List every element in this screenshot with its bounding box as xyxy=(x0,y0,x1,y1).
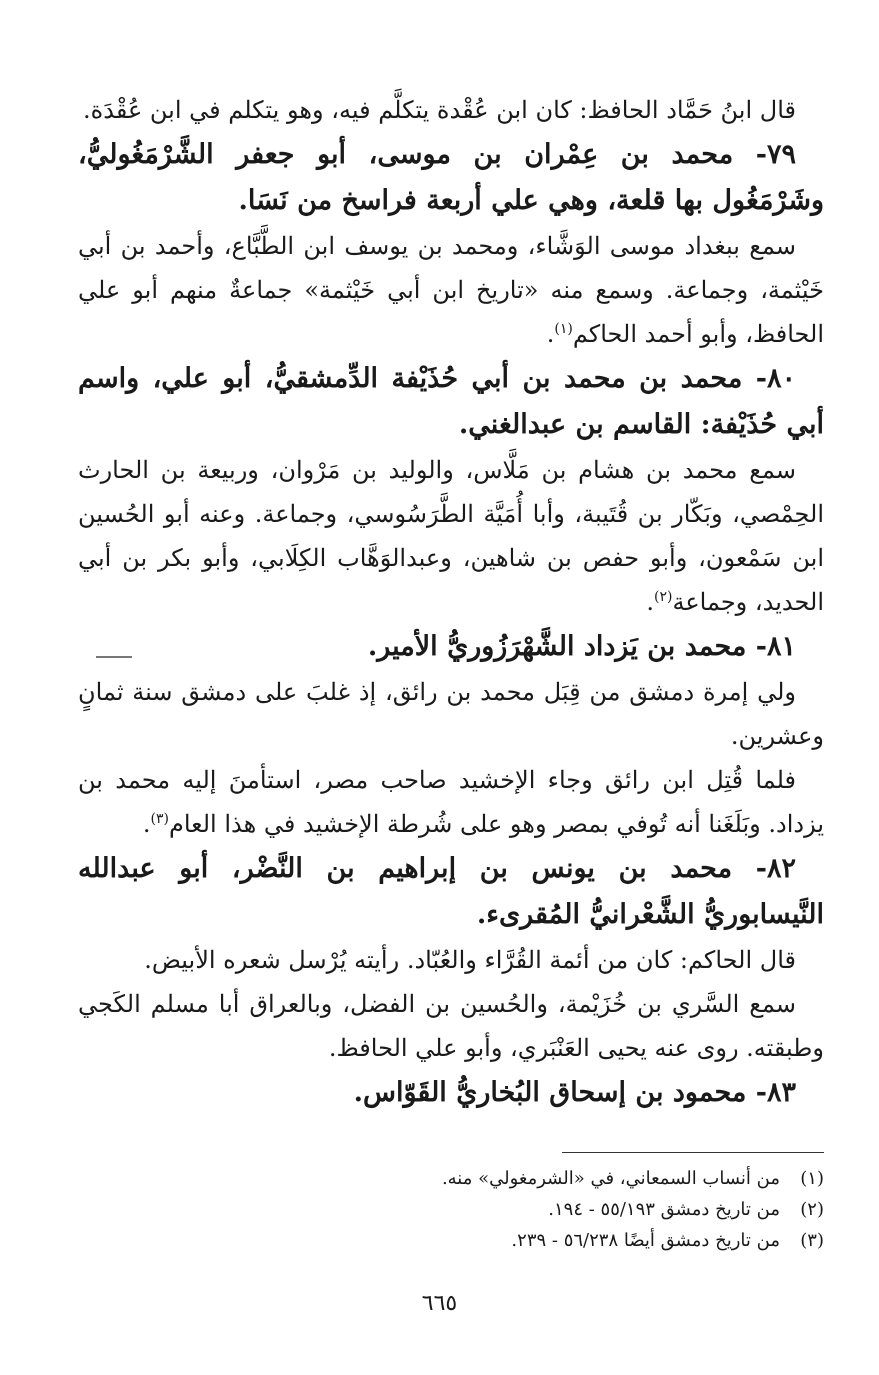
main-text xyxy=(78,88,824,1116)
printing-mark xyxy=(96,656,132,658)
footnote-text: من أنساب السمعاني، في «الشرمغولي» منه. xyxy=(441,1168,780,1189)
footnote-ref-1: (١) xyxy=(554,321,573,337)
footnote-ref-3: (٣) xyxy=(150,811,169,827)
footnote-number: (٢) xyxy=(800,1199,824,1220)
footnotes xyxy=(104,1163,824,1256)
footnote-1 xyxy=(104,1163,824,1194)
entry-81-heading: ٨١- محمد بن يَزداد الشَّهْرَزُوريُّ الأمير. xyxy=(367,631,796,662)
paragraph-entry-82-a: قال الحاكم: كان من أئمة القُرَّاء والعُبّاد. رأيته يُرْسل شعره الأبيض. xyxy=(144,946,796,974)
footnote-number: (٣) xyxy=(800,1230,824,1251)
entry-79-heading: ٧٩- محمد بن عِمْران بن موسى، أبو جعفر الشَّرْمَغُوليُّ، وشَرْمَغُول بها قلعة، وهي علي أربعة فراسخ من نَسَا. xyxy=(78,139,824,216)
footnote-2 xyxy=(104,1194,824,1225)
entry-83-heading: ٨٣- محمود بن إسحاق البُخاريُّ القَوّاس. xyxy=(353,1077,796,1108)
paragraph-entry-81-a: ولي إمرة دمشق من قِبَل محمد بن رائق، إذ غلبَ على دمشق سنة ثمانٍ وعشرين. xyxy=(78,678,824,750)
footnote-divider xyxy=(562,1152,824,1153)
paragraph-ibn-hammad: قال ابنُ حَمَّاد الحافظ: كان ابن عُقْدة يتكلَّم فيه، وهو يتكلم في ابن عُقْدَة. xyxy=(83,96,796,124)
entry-82-heading: ٨٢- محمد بن يونس بن إبراهيم بن النَّضْر، أبو عبدالله النَّيسابوريُّ الشَّعْرانيُّ المُقرىء. xyxy=(78,853,824,930)
paragraph-entry-79: سمع ببغداد موسى الوَشَّاء، ومحمد بن يوسف ابن الطَّبَّاع، وأحمد بن أبي خَيْثمة، وجماعة. وسمع منه «تاريخ ابن أبي خَيْثمة» جماعةٌ منهم أبو علي الحافظ، وأبو أحمد الحاكم$^{(١)}$. xyxy=(78,232,824,348)
paragraph-entry-80: سمع محمد بن هشام بن مَلَّاس، والوليد بن مَرْوان، وربيعة بن الحارث الحِمْصي، وبَكّار بن قُتَيبة، وأبا أُمَيَّة الطَّرَسُوسي، وجماعة. وعنه أبو الحُسين ابن سَمْعون، وأبو حفص بن شاهين، وعبدالوَهَّاب الكِلَابي، وأبو بكر بن أبي الحديد، وجماعة$^{(٢)}$. xyxy=(78,456,824,616)
footnote-text: من تاريخ دمشق ٥٥/١٩٣ - ١٩٤. xyxy=(548,1199,780,1220)
footnote-text: من تاريخ دمشق أيضًا ٥٦/٢٣٨ - ٢٣٩. xyxy=(511,1230,780,1251)
footnote-3 xyxy=(104,1225,824,1256)
page-number: ٦٦٥ xyxy=(421,1291,458,1316)
entry-80-heading: ٨٠- محمد بن محمد بن أبي حُذَيْفة الدِّمشقيُّ، أبو علي، واسم أبي حُذَيْفة: القاسم بن عبدالغني. xyxy=(78,363,824,440)
paragraph-entry-81-b: فلما قُتِل ابن رائق وجاء الإخشيد صاحب مصر، استأمنَ إليه محمد بن يزداد. وبَلَغَنا أنه تُوفي بمصر وهو على شُرطة الإخشيد في هذا العام$^{(٣)}$. xyxy=(78,766,824,838)
footnote-number: (١) xyxy=(800,1168,824,1189)
footnote-ref-2: (٢) xyxy=(654,589,673,605)
paragraph-entry-82-b: سمع السَّري بن خُزَيْمة، والحُسين بن الفضل، وبالعراق أبا مسلم الكَجي وطبقته. روى عنه يحيى العَنْبَري، وأبو علي الحافظ. xyxy=(78,990,824,1062)
